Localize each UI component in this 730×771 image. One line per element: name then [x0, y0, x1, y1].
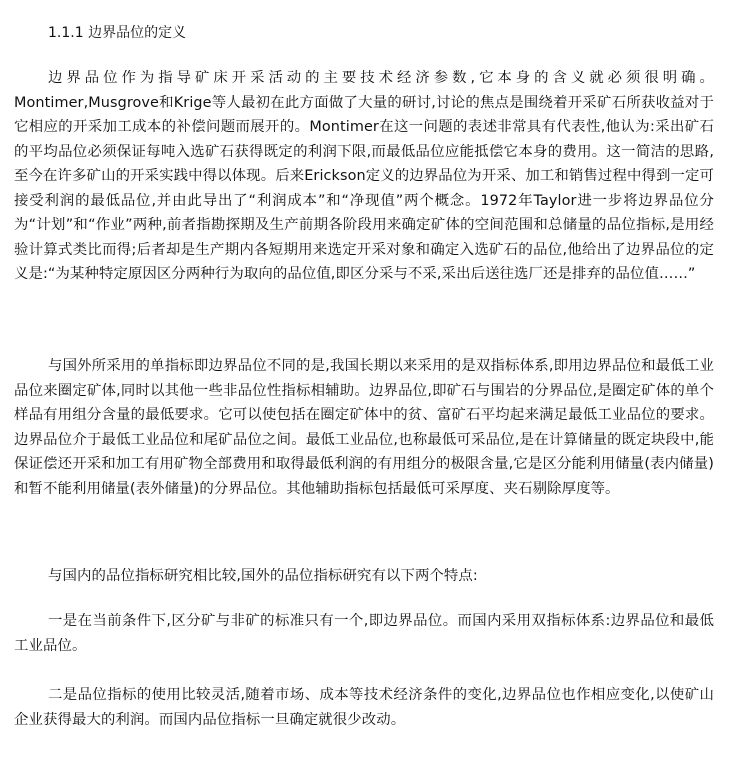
- paragraph-comparison-intro: 与国内的品位指标研究相比较,国外的品位指标研究有以下两个特点:: [48, 568, 478, 584]
- paragraph-feature-two: 二是品位指标的使用比较灵活,随着市场、成本等技术经济条件的变化,边界品位也作相应变化,以使矿山企业获得最大的利润。而国内品位指标一旦确定就很少改动。: [14, 687, 714, 728]
- paragraph-feature-one: 一是在当前条件下,区分矿与非矿的标准只有一个,即边界品位。而国内采用双指标体系:边界品位和最低工业品位。: [14, 613, 714, 654]
- paragraph-dual-indicator: 与国外所采用的单指标即边界品位不同的是,我国长期以来采用的是双指标体系,即用边界品位和最低工业品位来圈定矿体,同时以其他一些非品位性指标相辅助。边界品位,即矿石与围岩的分界品位,是圈定矿体的单个样品有用组分含量的最低要求。它可以使包括在圈定矿体中的贫、富矿石平均起来满足最低工业品位的要求。边界品位介于最低工业品位和尾矿品位之间。最低工业品位,也称最低可采品位,是在计算储量的既定块段中,能保证偿还开采和加工有用矿物全部费用和取得最低利润的有用组分的极限含量,它是区分能利用储量(表内储量)和暂不能利用储量(表外储量)的分界品位。其他辅助指标包括最低可采厚度、夹石剔除厚度等。: [14, 358, 714, 497]
- section-heading: 1.1.1 边界品位的定义: [48, 25, 187, 41]
- paragraph-definition: 边界品位作为指导矿床开采活动的主要技术经济参数,它本身的含义就必须很明确。Montimer,Musgrove和Krige等人最初在此方面做了大量的研讨,讨论的焦点是围绕着开采矿石所获收益对于它相应的开采加工成本的补偿问题而展开的。Montimer在这一问题的表述非常具有代表性,他认为:采出矿石的平均品位必须保证每吨入选矿石获得既定的利润下限,而最低品位应能抵偿它本身的费用。这一简洁的思路,至今在许多矿山的开采实践中得以体现。后来Erickson定义的边界品位为开采、加工和销售过程中得到一定可接受利润的最低品位,并由此导出了“利润成本”和“净现值”两个概念。1972年Taylor进一步将边界品位分为“计划”和“作业”两种,前者指勘探期及生产前期各阶段用来确定矿体的空间范围和总储量的品位指标,是用经验计算式类比而得;后者却是生产期内各短期用来选定开采对象和确定入选矿石的品位,他给出了边界品位的定义是:“为某种特定原因区分两种行为取向的品位值,即区分采与不采,采出后送往选厂还是排弃的品位值……”: [14, 70, 714, 282]
